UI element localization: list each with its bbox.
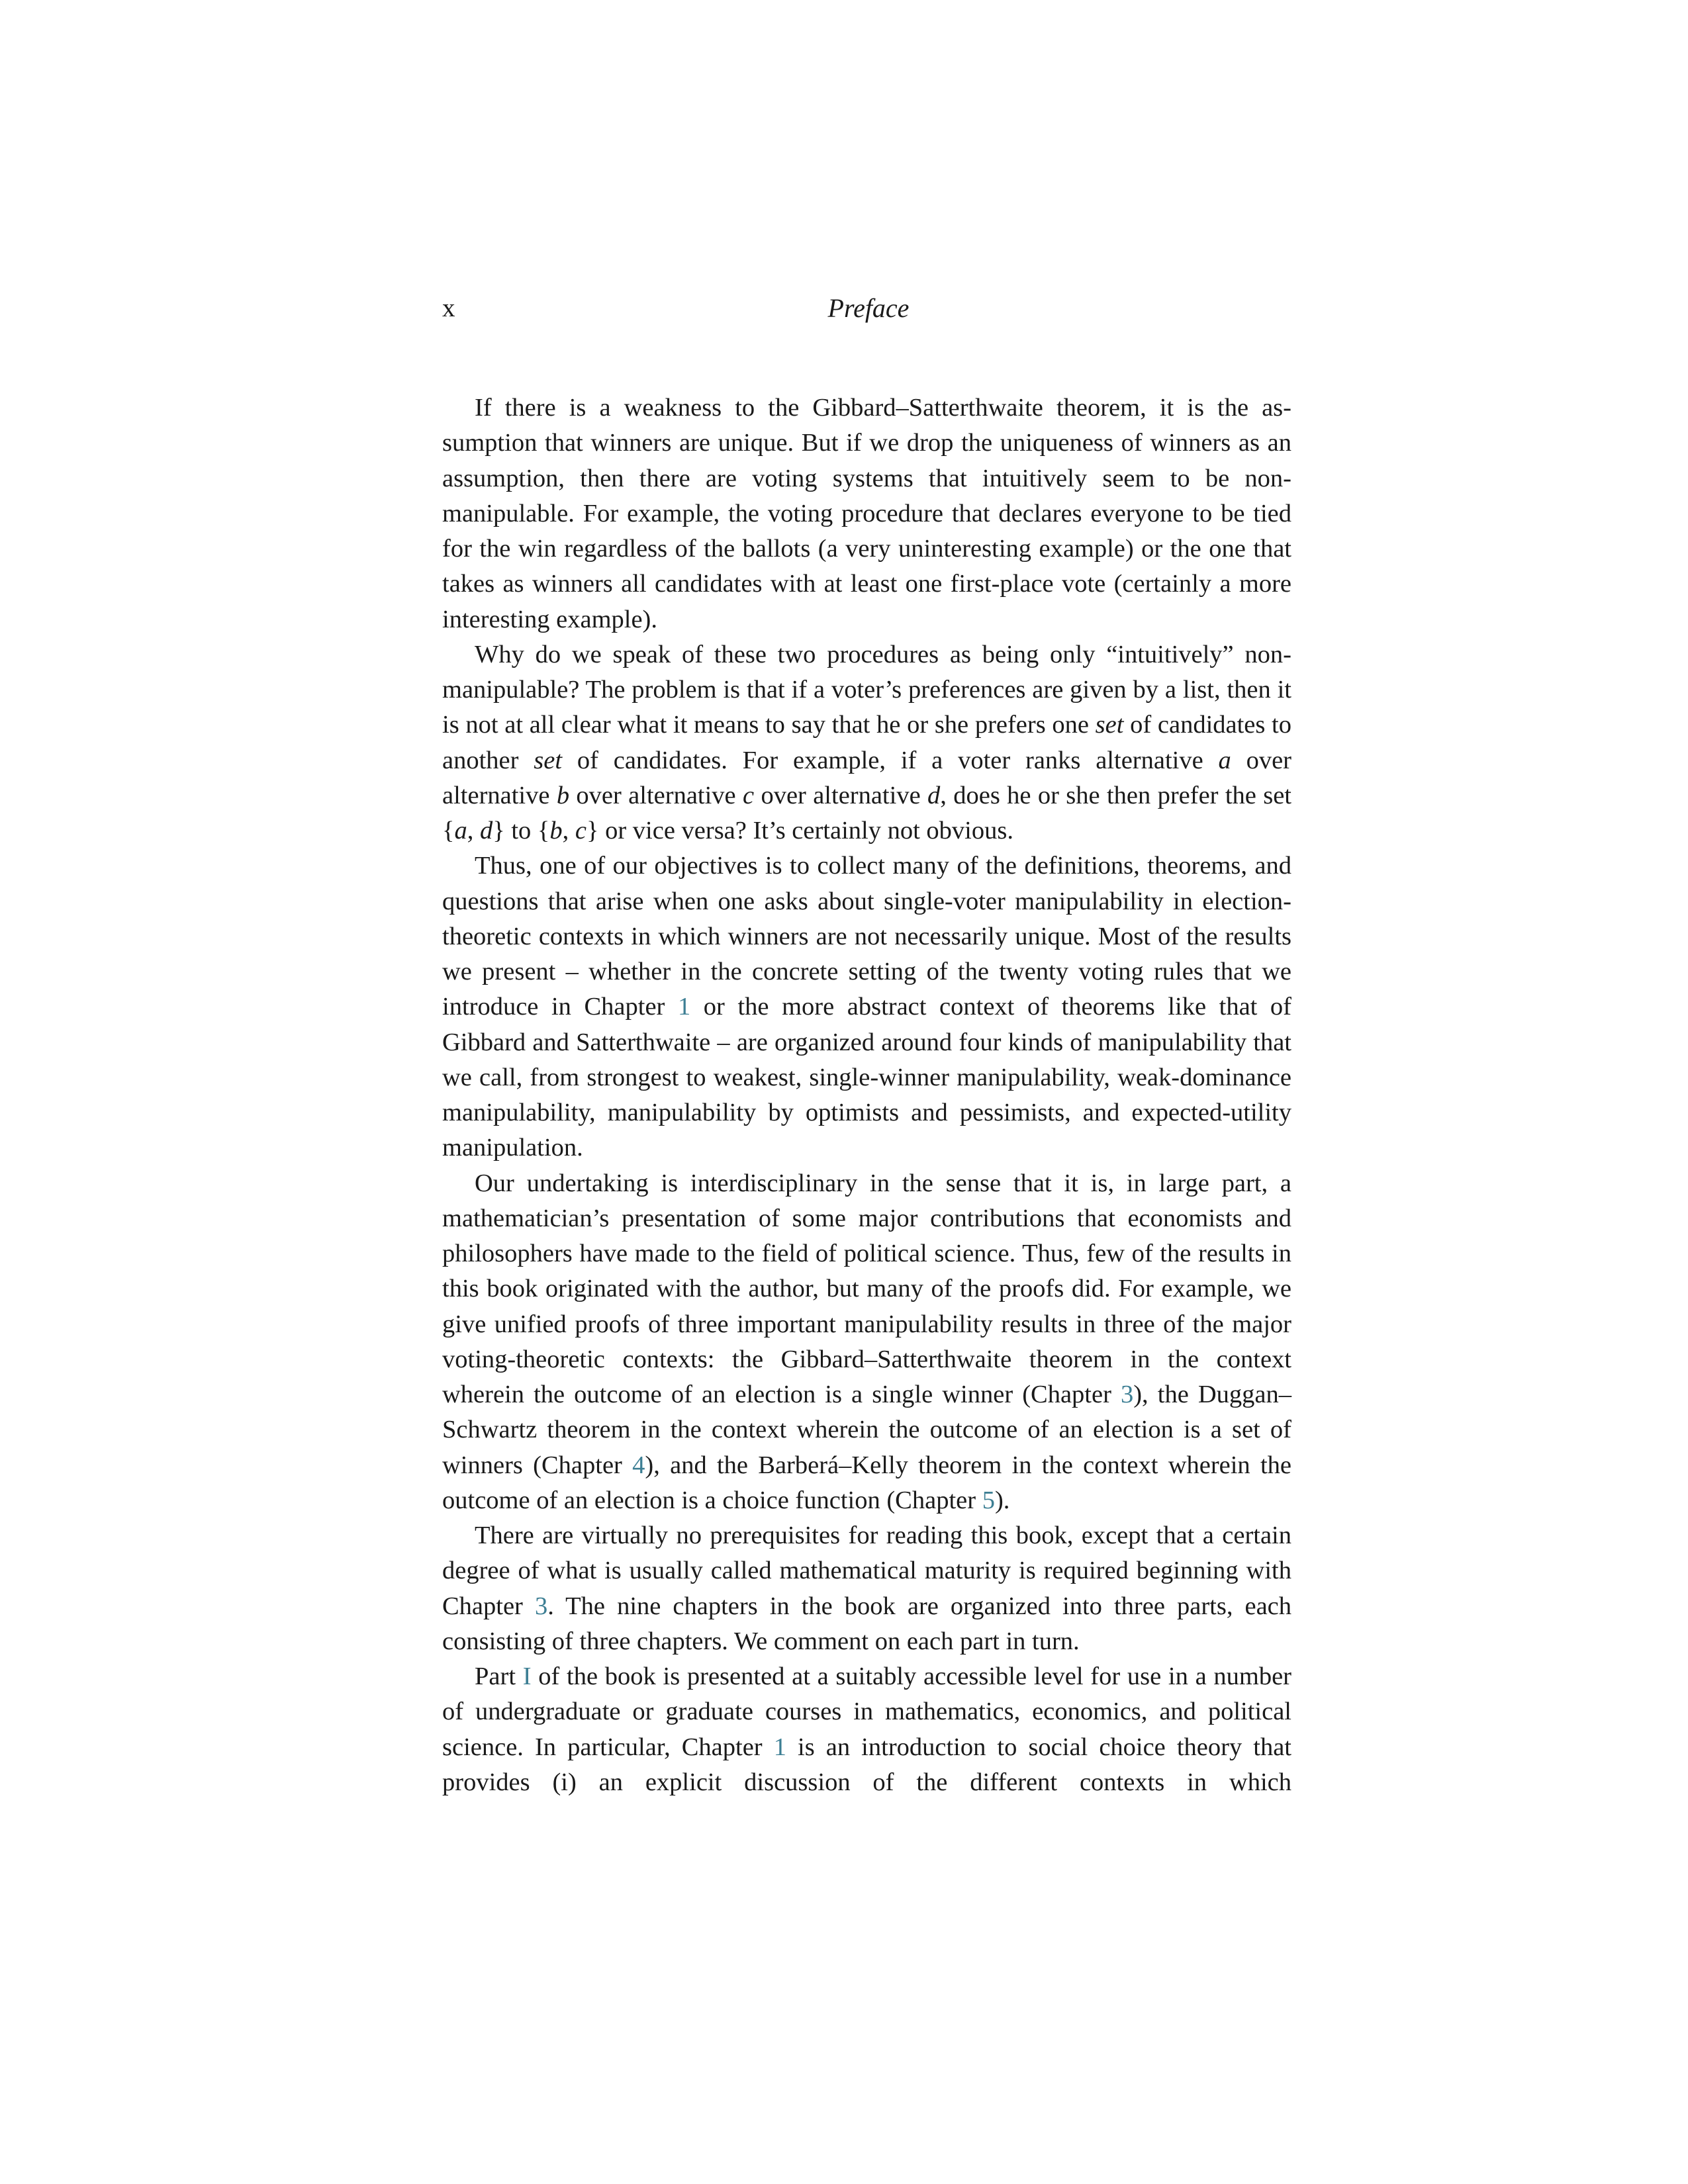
italic-text: a <box>454 817 467 844</box>
text-run: Why do we speak of these two procedures as being only “intuitively” non-manipulable? The problem is that if a voter’s preferences are given by a list, then it is not at all clear what it means to say that he or she prefers one <box>442 640 1291 739</box>
cross-reference-link[interactable]: 3 <box>1120 1381 1134 1408</box>
cross-reference-link[interactable]: 1 <box>773 1733 786 1761</box>
text-run: , <box>467 817 480 844</box>
text-run: } to { <box>492 817 550 844</box>
italic-text: b <box>556 781 570 809</box>
cross-reference-link[interactable]: I <box>522 1662 532 1690</box>
text-run: of candidates. For example, if a voter ranks alternative <box>562 746 1219 774</box>
text-run: , does he or she then prefer the set { <box>442 781 1291 844</box>
text-run: over alternative <box>569 781 743 809</box>
italic-text: d <box>479 817 493 844</box>
cross-reference-link[interactable]: 3 <box>534 1592 548 1620</box>
cross-reference-link[interactable]: 4 <box>632 1451 645 1479</box>
paragraph <box>442 637 1291 849</box>
italic-text: c <box>743 781 755 809</box>
cross-reference-link[interactable]: 1 <box>677 993 691 1021</box>
text-run: over alternative <box>442 746 1291 809</box>
text-run: Thus, one of our objectives is to collect many of the definitions, theorems, and questions that arise when one asks about single-voter manipulability in election-theoretic contexts in which winners are not necessarily unique. Most of the results we present – whether in the concrete setting of the twenty voting rules that we introduce in Chapter <box>442 852 1291 1021</box>
paragraph <box>442 848 1291 1165</box>
text-run: ), and the Barberá–Kelly theorem in the context wherein the outcome of an election is a choice function (Chapter <box>442 1451 1291 1514</box>
text-run: ). <box>994 1486 1010 1514</box>
page-number: x <box>442 294 455 322</box>
paragraph <box>442 1166 1291 1519</box>
paragraph <box>442 1518 1291 1659</box>
italic-text: b <box>549 817 563 844</box>
text-run: of candidates to another <box>442 711 1292 774</box>
body-text <box>442 390 1291 1800</box>
italic-text: d <box>927 781 941 809</box>
paragraph <box>442 1659 1291 1800</box>
running-header <box>442 289 1295 335</box>
paragraph <box>442 390 1291 637</box>
text-run: If there is a weakness to the Gibbard–Satterthwaite theorem, it is the assumption that winners are unique. But if we drop the uniqueness of winners as an assumption, then there are voting systems that intuitively seem to be non-manipulable. For example, the voting procedure that declares everyone to be tied for the win regardless of the ballots (a very uninteresting example) or the one that takes as winners all candidates with at least one first-place vote (certainly a more interesting example). <box>442 394 1291 633</box>
italic-text: set <box>1095 711 1124 739</box>
italic-text: set <box>534 746 563 774</box>
running-title: Preface <box>827 293 910 323</box>
text-run: Our undertaking is interdisciplinary in the sense that it is, in large part, a mathematician’s presentation of some major contributions that economists and philosophers have made to the field of political science. Thus, few of the results in this book originated with the author, but many of the proofs did. For example, we give unified proofs of three important manipulability results in three of the major voting-theoretic contexts: the Gibbard–Satterthwaite theorem in the context wherein the outcome of an election is a single winner (Chapter <box>442 1169 1291 1408</box>
text-run: is an introduction to social choice theory that provides (i) an explicit discussion of the different contexts in which <box>442 1733 1291 1796</box>
text-run: of the book is presented at a suitably accessible level for use in a number of undergraduate or graduate courses in mathematics, economics, and political science. In particular, Chapter <box>442 1662 1291 1761</box>
text-run: ), the Duggan–Schwartz theorem in the context wherein the outcome of an election is a set of winners (Chapter <box>442 1381 1291 1479</box>
text-run: } or vice versa? It’s certainly not obvious. <box>586 817 1013 844</box>
text-run: over alternative <box>754 781 928 809</box>
text-run: . The nine chapters in the book are organized into three parts, each consisting of three chapters. We comment on each part in turn. <box>442 1592 1292 1655</box>
italic-text: c <box>575 817 586 844</box>
text-run: , <box>562 817 575 844</box>
text-run: Part <box>475 1662 523 1690</box>
cross-reference-link[interactable]: 5 <box>982 1486 995 1514</box>
text-run: or the more abstract context of theorems like that of Gibbard and Satterthwaite – are organized around four kinds of manipulability that we call, from strongest to weakest, single-winner manipulability, weak-dominance manipulability, manipulability by optimists and pessimists, and expected-utility manipulation. <box>442 993 1292 1162</box>
text-run: There are virtually no prerequisites for reading this book, except that a certain degree of what is usually called mathematical maturity is required beginning with Chapter <box>442 1522 1291 1620</box>
italic-text: a <box>1218 746 1231 774</box>
